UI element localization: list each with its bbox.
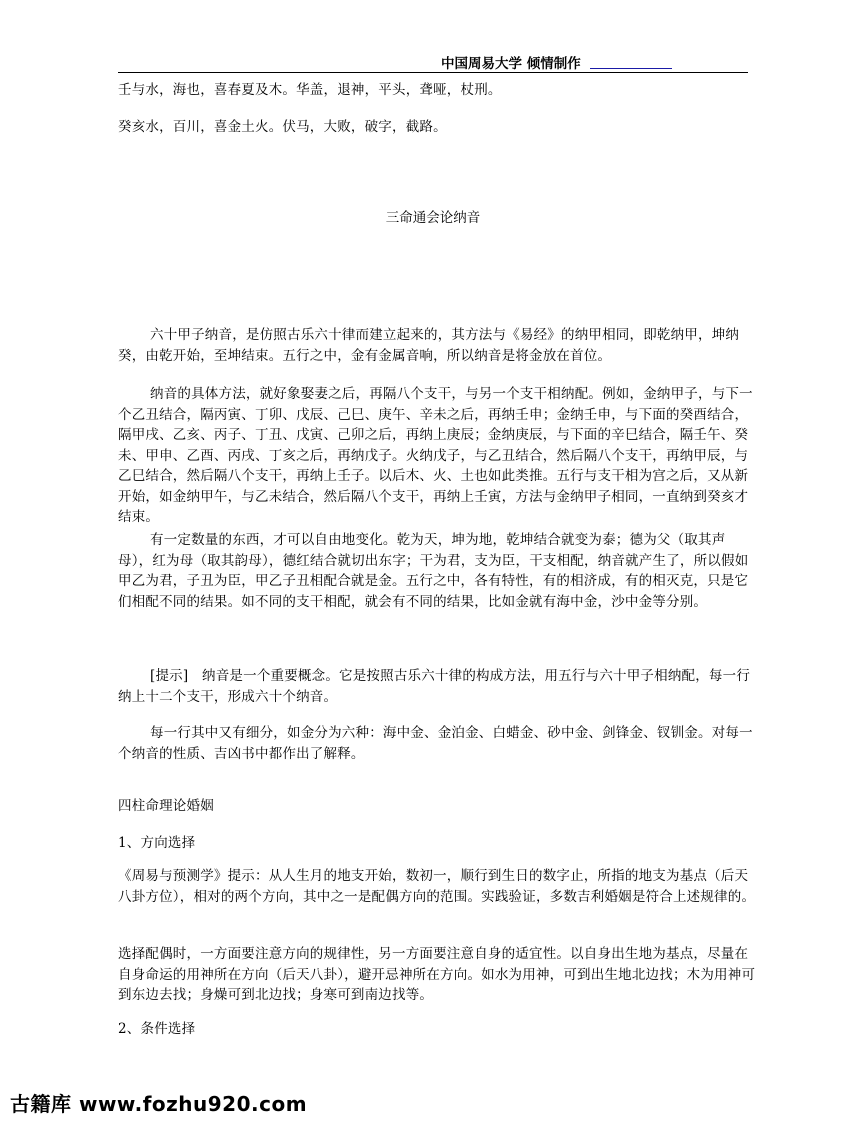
header-rule: [118, 72, 748, 73]
footer-watermark: 古籍库 www.fozhu920.com: [10, 1092, 308, 1116]
paragraph-direction: 《周易与预测学》提示：从人生月的地支开始，数初一，顺行到生日的数字止，所指的地支为基点（后天八卦方位），相对的两个方向，其中之一是配偶方向的范围。实践验证，多数吉利婚姻是符合上述规律的。: [118, 868, 756, 905]
subheading-direction: 1、方向选择: [118, 835, 196, 851]
text-line-1: 壬与水，海也，喜春夏及木。华盖，退神，平头，聋哑，杖刑。: [118, 82, 502, 98]
text-line-2: 癸亥水，百川，喜金土火。伏马，大败，破字，截路。: [118, 119, 447, 135]
section-title: 三命通会论纳音: [385, 210, 481, 226]
paragraph-3: 有一定数量的东西，才可以自由地变化。乾为天，坤为地，乾坤结合就变为泰；德为父（取其声母），红为母（取其韵母），德红结合就切出东字；干为君，支为臣，干支相配，纳音就产生了，所以假如甲乙为君，子丑为臣，甲乙子丑相配合就是金。五行之中，各有特性，有的相济成，有的相灭克，只是它们相配不同的结果。如不同的支干相配，就会有不同的结果，比如金就有海中金，沙中金等分别。: [118, 532, 749, 610]
header-underline: [590, 68, 672, 69]
paragraph-4: 每一行其中又有细分，如金分为六种：海中金、金泊金、白蜡金、砂中金、剑锋金、钗钏金。对每一个纳音的性质、吉凶书中都作出了解释。: [118, 725, 753, 762]
paragraph-choice: 选择配偶时，一方面要注意方向的规律性，另一方面要注意自身的适宜性。以自身出生地为基点，尽量在自身命运的用神所在方向（后天八卦），避开忌神所在方向。如水为用神，可到出生地北边找；木为用神可到东边去找；身燥可到北边找；身寒可到南边找等。: [118, 946, 756, 1003]
paragraph-1: 六十甲子纳音，是仿照古乐六十律而建立起来的，其方法与《易经》的纳甲相同，即乾纳甲，坤纳癸，由乾开始，至坤结束。五行之中，金有金属音响，所以纳音是将金放在首位。: [118, 327, 740, 364]
subheading-conditions: 2、条件选择: [118, 1021, 196, 1037]
header-title: 中国周易大学 倾情制作: [441, 56, 581, 72]
paragraph-2: 纳音的具体方法，就好象娶妻之后，再隔八个支干，与另一个支干相纳配。例如，金纳甲子，与下一个乙丑结合，隔丙寅、丁卯、戊辰、己巳、庚午、辛未之后，再纳壬申；金纳壬申，与下面的癸酉结合，隔甲戌、乙亥、丙子、丁丑、戊寅、己卯之后，再纳上庚辰；金纳庚辰，与下面的辛巳结合，隔壬午、癸未、甲申、乙酉、丙戌、丁亥之后，再纳戊子。火纳戊子，与乙丑结合，然后隔八个支干，再纳甲辰，与乙巳结合，然后隔八个支干，再纳上壬子。以后木、火、土也如此类推。五行与支干相为宫之后，又从新开始，如金纳甲午，与乙未结合，然后隔八个支干，再纳上壬寅，方法与金纳甲子相同，一直纳到癸亥才结束。: [118, 386, 753, 525]
marriage-heading: 四柱命理论婚姻: [118, 798, 214, 814]
paragraph-tip: [提示] 纳音是一个重要概念。它是按照古乐六十律的构成方法，用五行与六十甲子相纳配，每一行纳上十二个支干，形成六十个纳音。: [118, 668, 751, 705]
